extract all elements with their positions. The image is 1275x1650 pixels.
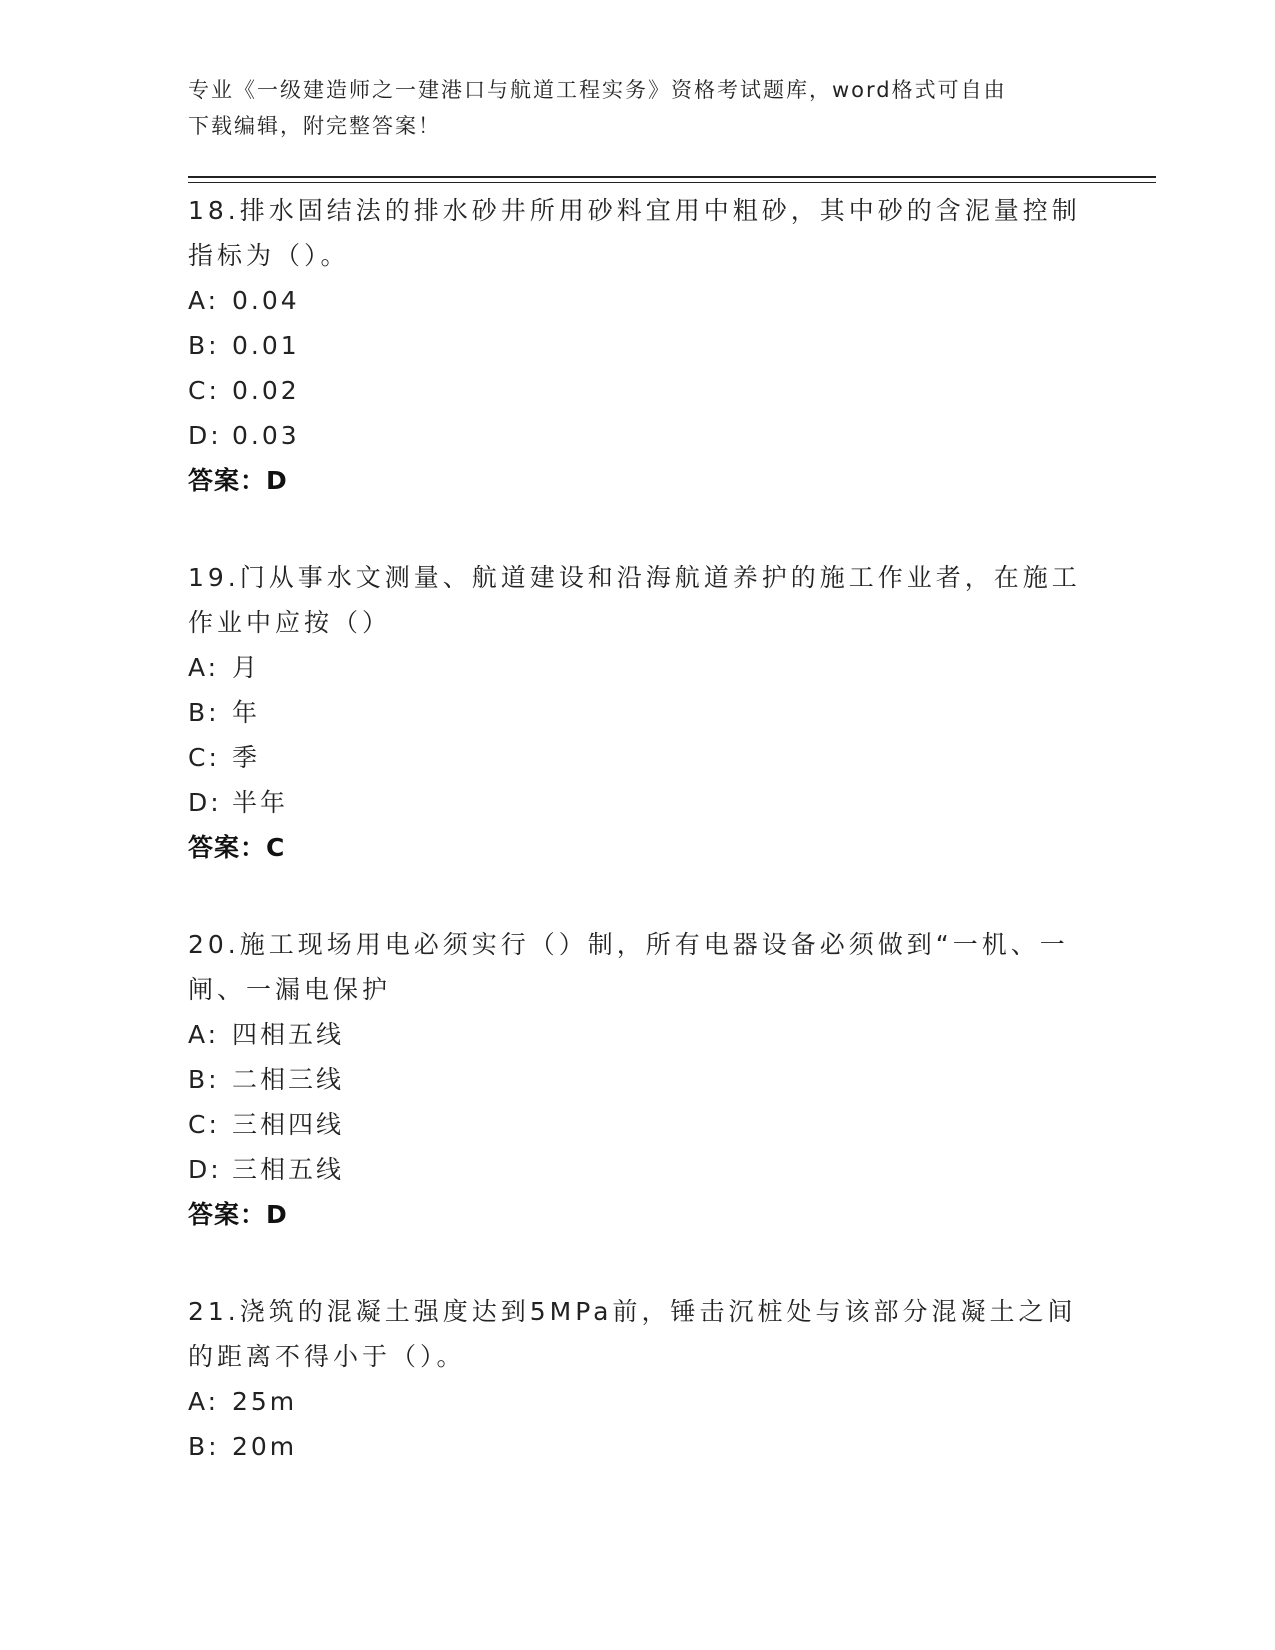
header-divider-thick bbox=[188, 176, 1156, 178]
option-c bbox=[188, 735, 1088, 780]
question-18 bbox=[188, 188, 1088, 503]
option-text: 四相五线 bbox=[232, 1020, 345, 1049]
option-text: 0.04 bbox=[232, 286, 300, 315]
question-21 bbox=[188, 1289, 1088, 1469]
option-key: B: bbox=[188, 698, 220, 727]
option-d bbox=[188, 1147, 1088, 1192]
question-stem: 18.排水固结法的排水砂井所用砂料宜用中粗砂，其中砂的含泥量控制指标为（）。 bbox=[188, 196, 1081, 270]
option-text: 三相五线 bbox=[232, 1155, 345, 1184]
option-b bbox=[188, 1057, 1088, 1102]
option-key: B: bbox=[188, 1432, 220, 1461]
option-text: 年 bbox=[232, 698, 261, 727]
option-key: B: bbox=[188, 331, 220, 360]
option-a bbox=[188, 1012, 1088, 1057]
option-text: 0.01 bbox=[232, 331, 300, 360]
question-stem: 20.施工现场用电必须实行（）制，所有电器设备必须做到“一机、一闸、一漏电保护 bbox=[188, 930, 1069, 1004]
option-key: C: bbox=[188, 376, 220, 405]
question-stem: 21.浇筑的混凝土强度达到5MPa前，锤击沉桩处与该部分混凝土之间的距离不得小于（）。 bbox=[188, 1297, 1077, 1371]
question-20 bbox=[188, 922, 1088, 1237]
question-19 bbox=[188, 555, 1088, 870]
document-header bbox=[188, 72, 1088, 144]
option-text: 0.03 bbox=[232, 421, 300, 450]
option-a bbox=[188, 278, 1088, 323]
option-text: 半年 bbox=[232, 788, 289, 817]
option-text: 季 bbox=[232, 743, 261, 772]
option-key: A: bbox=[188, 286, 220, 315]
answer-line: 答案：C bbox=[188, 833, 286, 862]
answer-line: 答案：D bbox=[188, 1200, 288, 1229]
option-key: B: bbox=[188, 1065, 220, 1094]
option-text: 0.02 bbox=[232, 376, 300, 405]
option-a bbox=[188, 645, 1088, 690]
option-key: A: bbox=[188, 653, 220, 682]
option-key: C: bbox=[188, 743, 220, 772]
header-line-1: 专业《一级建造师之一建港口与航道工程实务》资格考试题库，word格式可自由 bbox=[188, 78, 1007, 102]
option-key: D: bbox=[188, 788, 222, 817]
option-text: 25m bbox=[232, 1387, 298, 1416]
option-text: 三相四线 bbox=[232, 1110, 345, 1139]
question-stem: 19.门从事水文测量、航道建设和沿海航道养护的施工作业者，在施工作业中应按（） bbox=[188, 563, 1081, 637]
header-divider-thin bbox=[188, 182, 1156, 183]
option-b bbox=[188, 323, 1088, 368]
option-key: A: bbox=[188, 1020, 220, 1049]
header-line-2: 下载编辑，附完整答案！ bbox=[188, 114, 441, 138]
option-key: C: bbox=[188, 1110, 220, 1139]
answer-line: 答案：D bbox=[188, 466, 288, 495]
option-c bbox=[188, 368, 1088, 413]
option-b bbox=[188, 690, 1088, 735]
option-key: A: bbox=[188, 1387, 220, 1416]
option-text: 月 bbox=[232, 653, 261, 682]
option-text: 二相三线 bbox=[232, 1065, 345, 1094]
option-d bbox=[188, 780, 1088, 825]
option-key: D: bbox=[188, 1155, 222, 1184]
option-text: 20m bbox=[232, 1432, 298, 1461]
option-b bbox=[188, 1424, 1088, 1469]
option-d bbox=[188, 413, 1088, 458]
question-list bbox=[188, 188, 1088, 1521]
option-a bbox=[188, 1379, 1088, 1424]
option-c bbox=[188, 1102, 1088, 1147]
option-key: D: bbox=[188, 421, 222, 450]
